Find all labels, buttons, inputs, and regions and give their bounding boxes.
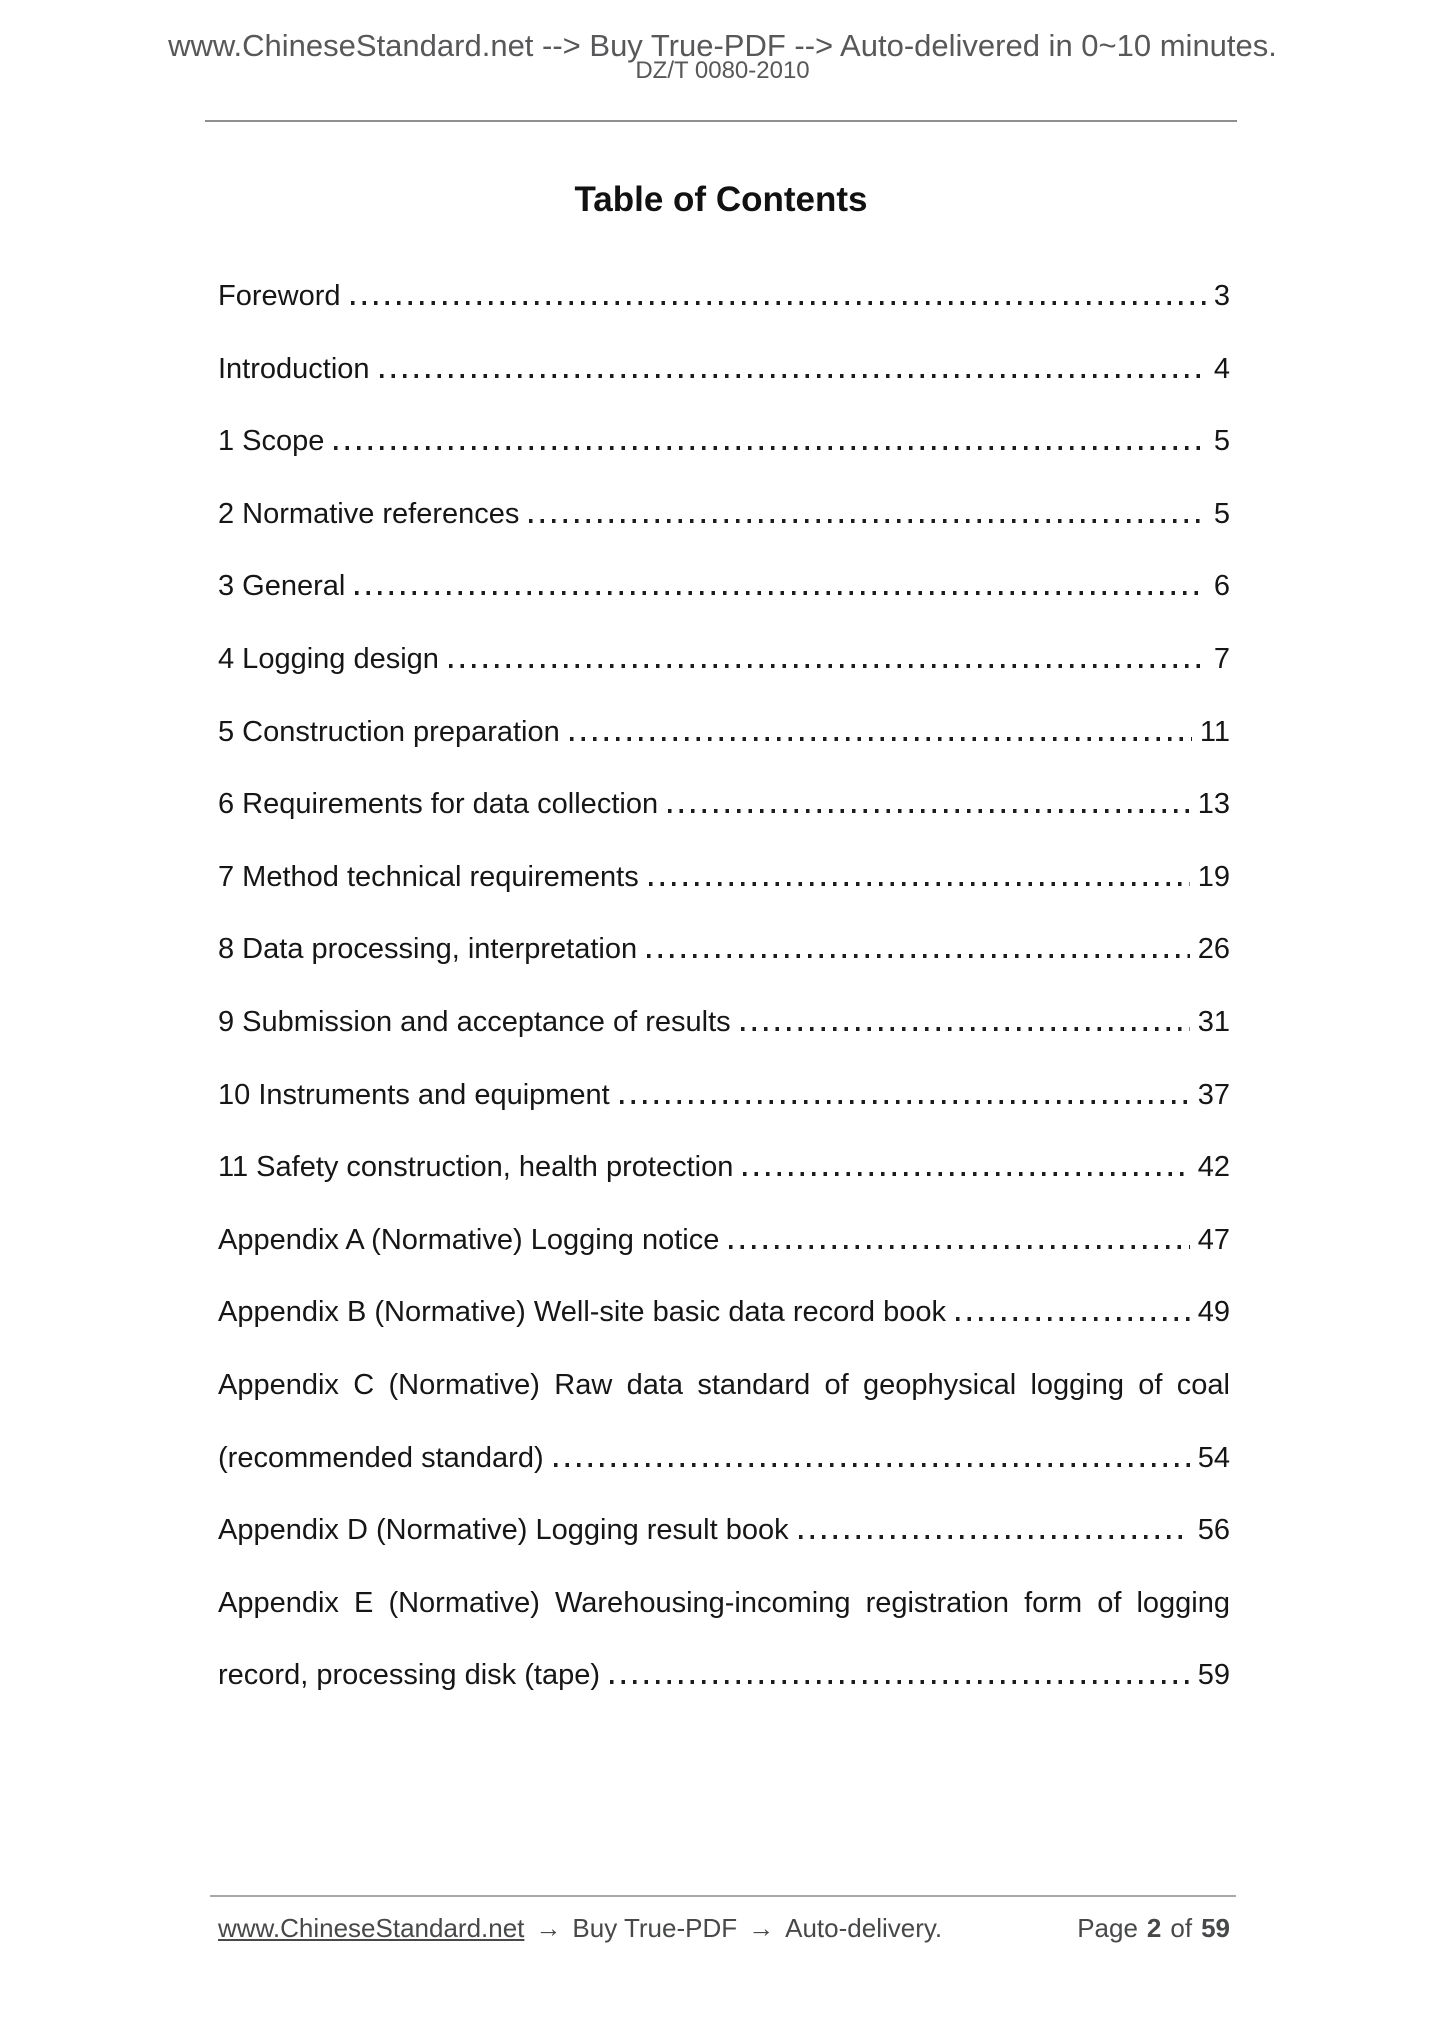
toc-entry-row [218,550,1230,623]
toc-entry-page-number: 42 [1197,1151,1230,1184]
toc-entry [218,623,1230,696]
toc-entry-page-number: 7 [1213,642,1230,675]
toc-entry [218,1131,1230,1204]
toc-entry-page-number: 19 [1197,860,1230,893]
header-doc-number: DZ/T 0080-2010 [635,57,810,84]
toc-entry-page-number: 31 [1197,1005,1230,1038]
toc-entry-page-number: 6 [1213,570,1230,603]
toc-dot-leader [351,301,1206,305]
toc-entry-label: Appendix B (Normative) Well-site basic data record book [218,1296,947,1329]
toc-entry-row [218,1276,1230,1349]
toc-entry-label: Appendix D (Normative) Logging result book [218,1514,789,1547]
toc-entry-page-number: 3 [1213,280,1230,312]
arrow-right-icon: → [748,1913,775,1943]
toc-entry-label: 9 Submission and acceptance of results [218,1005,731,1038]
arrow-right-icon: → [535,1913,562,1943]
toc-dot-leader [334,446,1205,450]
toc-entry-label: record, processing disk (tape) [218,1659,600,1692]
toc-entry-row [218,260,1230,333]
footer-promo [218,1908,942,1948]
toc-entry-row [218,623,1230,696]
page-indicator-of-label: of [1170,1913,1193,1943]
toc-entry-label: 8 Data processing, interpretation [218,933,638,966]
toc-entry-row [218,1494,1230,1567]
toc-entry [218,841,1230,914]
toc-entry-row [218,405,1230,478]
page-title: Table of Contents [574,180,868,219]
toc-dot-leader [355,591,1206,595]
toc-entry [218,913,1230,986]
toc-entry [218,768,1230,841]
toc-entry-page-number: 56 [1197,1514,1230,1547]
toc-entry-page-number: 13 [1197,788,1230,821]
toc-entry-page-number: 4 [1213,352,1230,385]
toc-entry-label: 7 Method technical requirements [218,860,639,893]
toc-entry [218,1567,1230,1712]
toc-entry-label: 11 Safety construction, health protection [218,1151,734,1184]
toc-dot-leader [956,1317,1190,1321]
header-divider [205,120,1237,122]
toc-entry-label: 10 Instruments and equipment [218,1078,610,1111]
toc-entry-row [218,696,1230,769]
toc-entry [218,333,1230,406]
footer-delivery-label: Auto-delivery. [785,1913,943,1943]
toc-entry-page-number: 59 [1197,1659,1230,1692]
toc-entry [218,986,1230,1059]
toc-entry-page-number: 37 [1197,1078,1230,1111]
toc-dot-leader [554,1463,1190,1467]
toc-entry [218,696,1230,769]
toc-entry-row [218,478,1230,551]
toc-entry-wrapped-line: Appendix C (Normative) Raw data standard of geophysical logging of coal [218,1368,1230,1401]
toc-dot-leader [647,954,1190,958]
toc-entry-label: 1 Scope [218,425,325,458]
toc-dot-leader [743,1172,1189,1176]
toc-entry-row [218,1059,1230,1132]
toc-entry-row [218,1639,1230,1712]
toc-entry [218,1494,1230,1567]
header-promo-text: www.ChineseStandard.net --> Buy True-PDF --> Auto-delivered in 0~10 minutes. [168,28,1277,63]
toc-entry [218,405,1230,478]
toc-entry-row [218,768,1230,841]
page-indicator-label: Page [1077,1913,1138,1943]
toc-dot-leader [610,1680,1190,1684]
toc-entry-label: 3 General [218,570,346,603]
toc-entry-page-number: 5 [1213,425,1230,458]
toc-entry-row [218,1131,1230,1204]
toc-entry-row [218,986,1230,1059]
toc-entry-row [218,841,1230,914]
toc-entry-page-number: 49 [1197,1296,1230,1329]
toc-entry-page-number: 54 [1197,1441,1230,1474]
toc-entry-label: 6 Requirements for data collection [218,788,659,821]
toc-dot-leader [649,882,1190,886]
toc-entry-label: 4 Logging design [218,642,439,675]
toc-entry-row [218,1204,1230,1277]
toc-entry [218,550,1230,623]
toc-entry [218,1059,1230,1132]
toc-entry-page-number: 26 [1197,933,1230,966]
toc-entry-row [218,1422,1230,1495]
toc-dot-leader [570,737,1192,741]
toc-entry [218,260,1230,333]
toc-entry-page-number: 5 [1213,497,1230,530]
toc-entry-wrapped-line: Appendix E (Normative) Warehousing-incoming registration form of logging [218,1586,1230,1619]
current-page-number: 2 [1146,1913,1162,1943]
toc-dot-leader [741,1027,1190,1031]
toc-entry-label: Introduction [218,352,370,385]
toc-entry-label: 2 Normative references [218,497,520,530]
toc-entry-label: Foreword [218,280,341,312]
toc-entry-row [218,333,1230,406]
footer-buy-label: Buy True-PDF [572,1913,738,1943]
toc-entry-label: 5 Construction preparation [218,715,560,748]
toc-list [218,260,1230,1712]
toc-dot-leader [729,1245,1189,1249]
toc-entry [218,1349,1230,1494]
toc-entry-page-number: 47 [1197,1223,1230,1256]
toc-entry-label: (recommended standard) [218,1441,544,1474]
page-indicator [1077,1908,1230,1948]
toc-entry-row [218,913,1230,986]
toc-entry [218,478,1230,551]
toc-dot-leader [449,664,1206,668]
toc-entry [218,1204,1230,1277]
footer-divider [210,1895,1236,1897]
toc-dot-leader [529,519,1205,523]
total-pages-number: 59 [1201,1913,1230,1943]
page-footer [218,1908,1230,1948]
footer-site-link[interactable]: www.ChineseStandard.net [218,1913,525,1943]
toc-dot-leader [620,1100,1190,1104]
toc-dot-leader [668,809,1190,813]
toc-dot-leader [380,374,1206,378]
toc-dot-leader [799,1535,1190,1539]
toc-entry [218,1276,1230,1349]
toc-entry-label: Appendix A (Normative) Logging notice [218,1223,720,1256]
toc-entry-page-number: 11 [1199,715,1230,748]
